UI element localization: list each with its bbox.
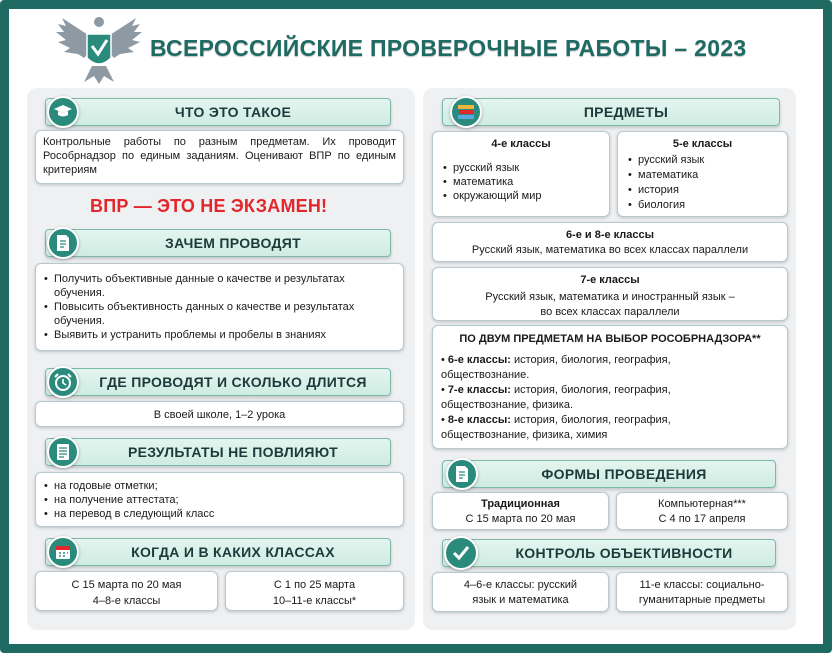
results-heading-text: РЕЗУЛЬТАТЫ НЕ ПОВЛИЯЮТ xyxy=(127,444,339,460)
list-item: • математика xyxy=(628,168,777,183)
grade5-list xyxy=(628,153,777,213)
when-heading xyxy=(45,538,391,566)
list-item: • математика xyxy=(443,175,599,189)
checkmark-icon xyxy=(444,536,478,570)
document-icon xyxy=(446,458,478,490)
results-heading xyxy=(45,438,391,466)
forms-a-title: Традиционная xyxy=(481,498,560,510)
subjects-heading-text: ПРЕДМЕТЫ xyxy=(583,104,669,120)
control-a-line1: 4–6-е классы: русский xyxy=(463,579,578,591)
when-b-dates: С 1 по 25 марта xyxy=(273,579,356,591)
grade7-line2: во всех классах параллели xyxy=(540,306,680,318)
choice-grade-label: 6-е классы: xyxy=(447,354,511,366)
alarm-clock-icon xyxy=(47,366,79,398)
list-item: • Повысить объективность данных о качестве и результатах обучения. xyxy=(44,300,395,328)
page-title: ВСЕРОССИЙСКИЕ ПРОВЕРОЧНЫЕ РАБОТЫ – 2023 xyxy=(150,35,747,61)
control-heading xyxy=(442,539,776,567)
results-list xyxy=(44,479,395,521)
checklist-icon xyxy=(47,436,79,468)
when-box-a xyxy=(35,571,218,611)
list-item: • Выявить и устранить проблемы и пробелы в знаниях xyxy=(44,328,395,342)
rosobrnadzor-eagle-emblem xyxy=(54,12,144,88)
what-is-it-heading-text: ЧТО ЭТО ТАКОЕ xyxy=(174,104,292,120)
when-heading-text: КОГДА И В КАКИХ КЛАССАХ xyxy=(131,544,335,560)
list-item: • на получение аттестата; xyxy=(44,493,395,507)
grade5-title: 5-е классы xyxy=(672,138,733,150)
what-is-it-text: Контрольные работы по разным предметам. Их проводит Рособрнадзор по единым заданиям. Оценивают ВПР по единым критериям xyxy=(43,136,396,176)
choice-grade-label: 8-е классы: xyxy=(447,414,511,426)
subjects-heading xyxy=(442,98,780,126)
grade5-box xyxy=(617,131,788,217)
when-box-b xyxy=(225,571,404,611)
forms-box-a xyxy=(432,492,609,530)
choice-cont-8: обществознание, физика, химия xyxy=(441,429,608,441)
choice-subjects: история, биология, география, xyxy=(510,414,671,426)
choice-title: ПО ДВУМ ПРЕДМЕТАМ НА ВЫБОР РОСОБРНАДЗОРА** xyxy=(459,333,761,345)
control-a-line2: язык и математика xyxy=(472,594,569,606)
choice-subjects: история, биология, география, xyxy=(510,384,671,396)
control-b-line2: гуманитарные предметы xyxy=(638,594,766,606)
calendar-icon xyxy=(47,536,79,568)
grade4-list xyxy=(443,161,599,203)
when-a-grades: 4–8-е классы xyxy=(92,595,161,607)
grade7-box xyxy=(432,267,788,321)
why-heading xyxy=(45,229,391,257)
choice-item-7: • 7-е классы: история, биология, география, xyxy=(441,384,671,396)
choice-cont-6: обществознание. xyxy=(441,369,530,381)
list-item: • биология xyxy=(628,198,777,213)
list-item: • русский язык xyxy=(443,161,599,175)
graduation-cap-icon xyxy=(47,96,79,128)
where-box xyxy=(35,401,404,427)
forms-b-title: Компьютерная*** xyxy=(658,498,746,510)
grade68-title: 6-е и 8-е классы xyxy=(565,229,655,241)
control-box-a xyxy=(432,572,609,612)
choice-cont-7: обществознание, физика. xyxy=(441,399,574,411)
books-icon xyxy=(450,96,482,128)
list-item: • русский язык xyxy=(628,153,777,168)
choice-item-6: • 6-е классы: история, биология, география, xyxy=(441,354,671,366)
grade7-line1: Русский язык, математика и иностранный язык – xyxy=(485,291,735,303)
grade68-text: Русский язык, математика во всех классах параллели xyxy=(471,244,749,256)
list-item: • на перевод в следующий класс xyxy=(44,507,395,521)
document-icon xyxy=(47,227,79,259)
what-is-it-heading xyxy=(45,98,391,126)
grade4-title: 4-е классы xyxy=(491,138,551,150)
not-exam-warning: ВПР — ЭТО НЕ ЭКЗАМЕН! xyxy=(90,196,328,216)
why-box xyxy=(35,263,404,351)
grade4-box xyxy=(432,131,610,217)
control-heading-text: КОНТРОЛЬ ОБЪЕКТИВНОСТИ xyxy=(515,545,733,561)
forms-heading xyxy=(442,460,776,488)
grade7-title: 7-е классы xyxy=(580,274,640,286)
control-b-line1: 11-е классы: социально- xyxy=(639,579,765,591)
choice-item-8: • 8-е классы: история, биология, география, xyxy=(441,414,671,426)
forms-heading-text: ФОРМЫ ПРОВЕДЕНИЯ xyxy=(541,466,707,482)
when-a-dates: С 15 марта по 20 мая xyxy=(71,579,182,591)
why-heading-text: ЗАЧЕМ ПРОВОДЯТ xyxy=(165,235,301,251)
control-box-b xyxy=(616,572,788,612)
grade68-box xyxy=(432,222,788,262)
choice-grade-label: 7-е классы: xyxy=(447,384,511,396)
where-heading xyxy=(45,368,391,396)
forms-box-b xyxy=(616,492,788,530)
choice-box xyxy=(432,325,788,449)
results-box xyxy=(35,472,404,527)
forms-a-dates: С 15 марта по 20 мая xyxy=(465,513,576,525)
list-item: • на годовые отметки; xyxy=(44,479,395,493)
why-list xyxy=(44,272,395,342)
when-b-grades: 10–11-е классы* xyxy=(272,595,357,607)
forms-b-dates: С 4 по 17 апреля xyxy=(658,513,746,525)
list-item: • история xyxy=(628,183,777,198)
list-item: • Получить объективные данные о качестве и результатах обучения. xyxy=(44,272,395,300)
choice-subjects: история, биология, география, xyxy=(510,354,671,366)
what-is-it-box xyxy=(35,130,404,184)
where-text: В своей школе, 1–2 урока xyxy=(153,409,286,421)
list-item: • окружающий мир xyxy=(443,189,599,203)
where-heading-text: ГДЕ ПРОВОДЯТ И СКОЛЬКО ДЛИТСЯ xyxy=(99,374,367,390)
